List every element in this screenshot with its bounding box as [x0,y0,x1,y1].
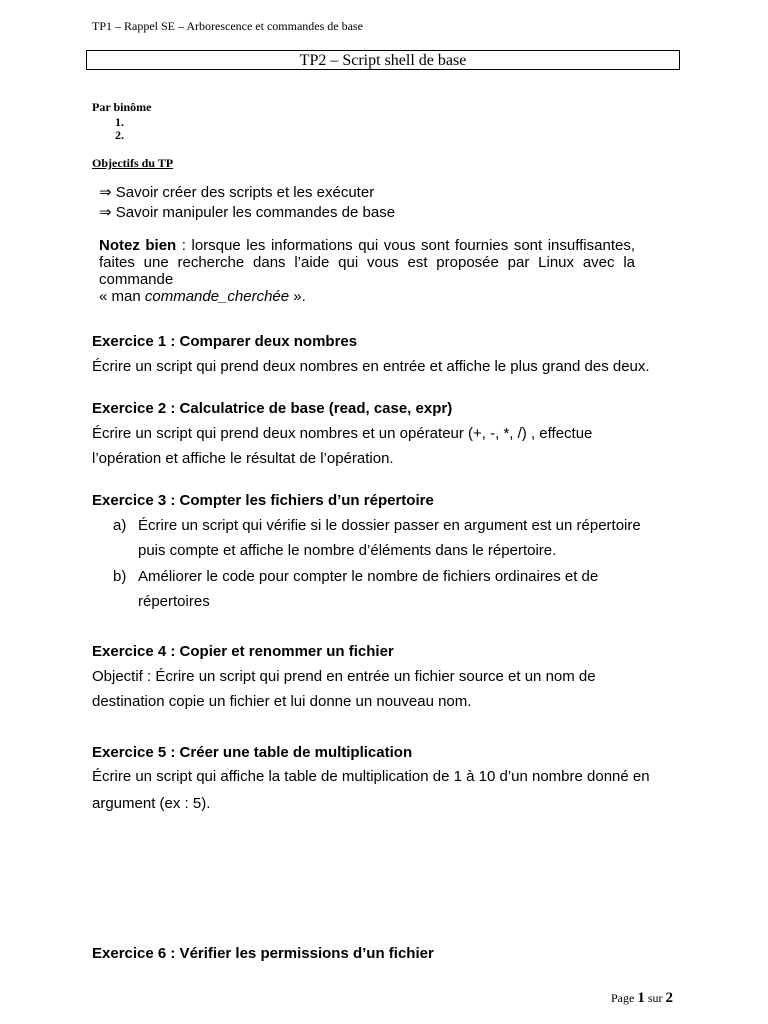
arrow-icon: ⇒ [99,204,112,221]
exercise-3-item-a-marker: a) [113,517,127,534]
document-title: TP2 – Script shell de base [86,50,680,70]
page-number: Page 1 sur 2 [611,990,673,1006]
exercise-5-line-2: argument (ex : 5). [92,795,211,812]
arrow-icon: ⇒ [99,184,112,201]
note-line-3: commande [99,271,174,288]
exercise-3-item-b-marker: b) [113,568,127,585]
objective-text: Savoir créer des scripts et les exécuter [115,184,375,201]
objective-text: Savoir manipuler les commandes de base [115,204,396,221]
objectives-heading: Objectifs du TP [92,156,174,170]
exercise-2-line-2: l’opération et affiche le résultat de l’opération. [92,450,394,467]
exercise-3-item-a-line-2: puis compte et affiche le nombre d’éléments dans le répertoire. [138,542,557,559]
exercise-1-title: Exercice 1 : Comparer deux nombres [92,333,358,350]
exercise-3-item-b-line-1: Améliorer le code pour compter le nombre de fichiers ordinaires et de [138,568,599,585]
team-member-1: 1. [115,115,124,129]
total-pages: 2 [665,990,673,1006]
note-label: Notez bien [99,237,177,254]
objective-item [99,203,395,221]
exercise-3-item-b-line-2: répertoires [138,593,210,610]
exercise-5-line-1: Écrire un script qui affiche la table de multiplication de 1 à 10 d’un nombre donné en [92,768,650,785]
current-page: 1 [637,990,645,1006]
exercise-2-title: Exercice 2 : Calculatrice de base (read, case, expr) [92,400,453,417]
exercise-3-title: Exercice 3 : Compter les fichiers d’un répertoire [92,492,434,509]
note-paragraph [99,237,635,305]
exercise-4-title: Exercice 4 : Copier et renommer un fichier [92,643,394,660]
note-line-4: « man commande_cherchée ». [99,288,306,305]
exercise-2-line-1: Écrire un script qui prend deux nombres et un opérateur (+, -, *, /) , effectue [92,425,593,442]
exercise-3-item-a-line-1: Écrire un script qui vérifie si le dossier passer en argument est un répertoire [138,517,641,534]
exercise-5-title: Exercice 5 : Créer une table de multiplication [92,744,413,761]
exercise-4-line-2: destination copie un fichier et lui donne un nouveau nom. [92,693,472,710]
running-header: TP1 – Rappel SE – Arborescence et commandes de base [92,19,363,33]
team-member-2: 2. [115,128,124,142]
note-line-1: Notez bien : lorsque les informations qui vous sont fournies sont insuffisantes, [99,237,636,254]
exercise-4-line-1: Objectif : Écrire un script qui prend en entrée un fichier source et un nom de [92,668,596,685]
exercise-1-line-1: Écrire un script qui prend deux nombres en entrée et affiche le plus grand des deux. [92,358,650,375]
exercise-6-title: Exercice 6 : Vérifier les permissions d’un fichier [92,945,434,962]
objective-item [99,183,374,201]
note-command: commande_cherchée [144,288,290,305]
note-line-2: faites une recherche dans l’aide qui vous est proposée par Linux avec la [99,254,635,271]
team-label: Par binôme [92,100,152,114]
